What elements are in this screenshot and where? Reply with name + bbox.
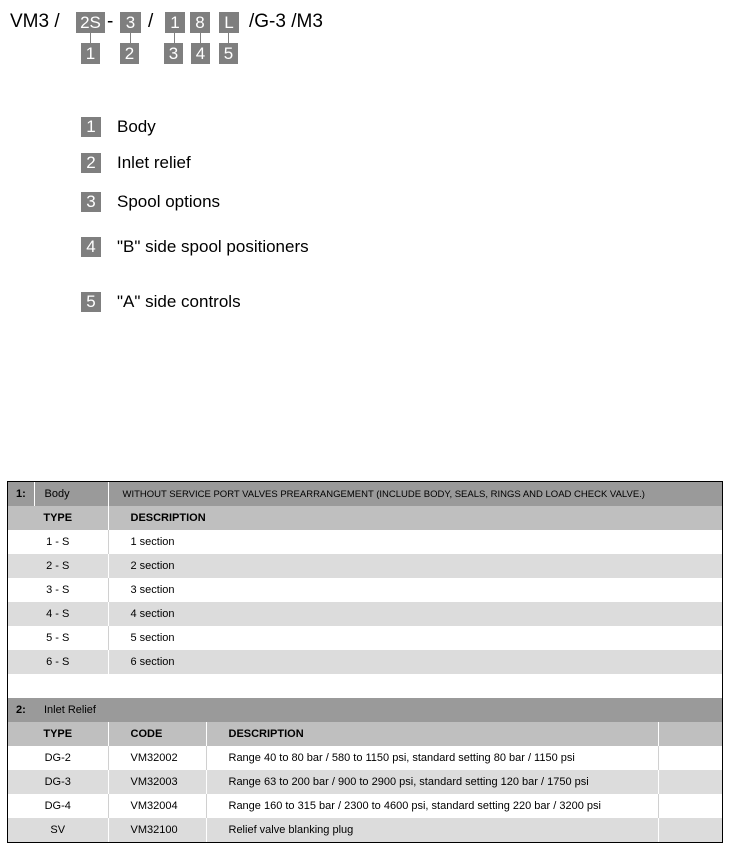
cell-type: SV bbox=[8, 818, 108, 842]
code-slash: / bbox=[148, 11, 154, 32]
cell-description: 1 section bbox=[108, 530, 722, 554]
column-header-description: DESCRIPTION bbox=[206, 722, 658, 746]
section-number: 2: bbox=[8, 698, 34, 722]
legend-number: 2 bbox=[81, 153, 101, 173]
cell-type: 3 - S bbox=[8, 578, 108, 602]
cell-code: VM32002 bbox=[108, 746, 206, 770]
column-header-description: DESCRIPTION bbox=[108, 506, 722, 530]
cell-type: 6 - S bbox=[8, 650, 108, 674]
table-row bbox=[8, 602, 722, 626]
table-row bbox=[8, 794, 722, 818]
cell-type: 5 - S bbox=[8, 626, 108, 650]
cell-description: 3 section bbox=[108, 578, 722, 602]
legend-label: "B" side spool positioners bbox=[117, 237, 309, 256]
table-section-header bbox=[8, 698, 722, 722]
table-spacer bbox=[8, 674, 722, 698]
cell-type: 4 - S bbox=[8, 602, 108, 626]
table-header-row bbox=[8, 722, 722, 746]
table-header-row bbox=[8, 506, 722, 530]
code-segment-1: 2S bbox=[76, 12, 105, 33]
legend-number: 3 bbox=[81, 192, 101, 212]
code-suffix: /G-3 /M3 bbox=[249, 11, 323, 32]
column-header-empty bbox=[658, 722, 722, 746]
code-segment-2: 3 bbox=[120, 12, 141, 33]
cell-type: 1 - S bbox=[8, 530, 108, 554]
code-number-1: 1 bbox=[81, 43, 100, 64]
legend-label: Inlet relief bbox=[117, 153, 191, 172]
cell-description: Range 63 to 200 bar / 900 to 2900 psi, standard setting 120 bar / 1750 psi bbox=[206, 770, 658, 794]
column-header-type: TYPE bbox=[8, 506, 108, 530]
cell-description: Range 40 to 80 bar / 580 to 1150 psi, standard setting 80 bar / 1150 psi bbox=[206, 746, 658, 770]
section-number: 1: bbox=[8, 482, 34, 506]
column-header-code: CODE bbox=[108, 722, 206, 746]
cell-type: DG-4 bbox=[8, 794, 108, 818]
table-row bbox=[8, 650, 722, 674]
code-segment-5: L bbox=[219, 12, 239, 33]
code-dash: - bbox=[107, 11, 114, 32]
cell-type: DG-3 bbox=[8, 770, 108, 794]
cell-description: Range 160 to 315 bar / 2300 to 4600 psi, standard setting 220 bar / 3200 psi bbox=[206, 794, 658, 818]
legend-number: 4 bbox=[81, 237, 101, 257]
legend-label: Body bbox=[117, 117, 156, 136]
code-prefix: VM3 / bbox=[10, 11, 60, 32]
cell-description: 4 section bbox=[108, 602, 722, 626]
section-title: Body bbox=[34, 482, 108, 506]
code-segment-3: 1 bbox=[165, 12, 185, 33]
cell-description: Relief valve blanking plug bbox=[206, 818, 658, 842]
cell-description: 6 section bbox=[108, 650, 722, 674]
legend-label: Spool options bbox=[117, 192, 221, 211]
code-number-5: 5 bbox=[219, 43, 238, 64]
cell-code: VM32100 bbox=[108, 818, 206, 842]
table-row bbox=[8, 770, 722, 794]
table-section-header bbox=[8, 482, 722, 506]
cell-code: VM32003 bbox=[108, 770, 206, 794]
cell-description: 2 section bbox=[108, 554, 722, 578]
cell-type: 2 - S bbox=[8, 554, 108, 578]
body-table bbox=[7, 481, 723, 843]
table-row bbox=[8, 554, 722, 578]
cell-type: DG-2 bbox=[8, 746, 108, 770]
column-header-type: TYPE bbox=[8, 722, 108, 746]
table-row bbox=[8, 818, 722, 842]
code-number-4: 4 bbox=[191, 43, 210, 64]
legend-label: "A" side controls bbox=[117, 292, 241, 311]
legend-number: 1 bbox=[81, 117, 101, 137]
cell-description: 5 section bbox=[108, 626, 722, 650]
table-row bbox=[8, 626, 722, 650]
code-segment-4: 8 bbox=[190, 12, 210, 33]
cell-code: VM32004 bbox=[108, 794, 206, 818]
legend-number: 5 bbox=[81, 292, 101, 312]
section-title: Inlet Relief bbox=[34, 698, 722, 722]
code-number-2: 2 bbox=[120, 43, 139, 64]
table-row bbox=[8, 530, 722, 554]
table-row bbox=[8, 578, 722, 602]
section-description: WITHOUT SERVICE PORT VALVES PREARRANGEMENT (INCLUDE BODY, SEALS, RINGS AND LOAD CHECK VALVE.) bbox=[108, 482, 722, 506]
table-row bbox=[8, 746, 722, 770]
code-number-3: 3 bbox=[164, 43, 183, 64]
